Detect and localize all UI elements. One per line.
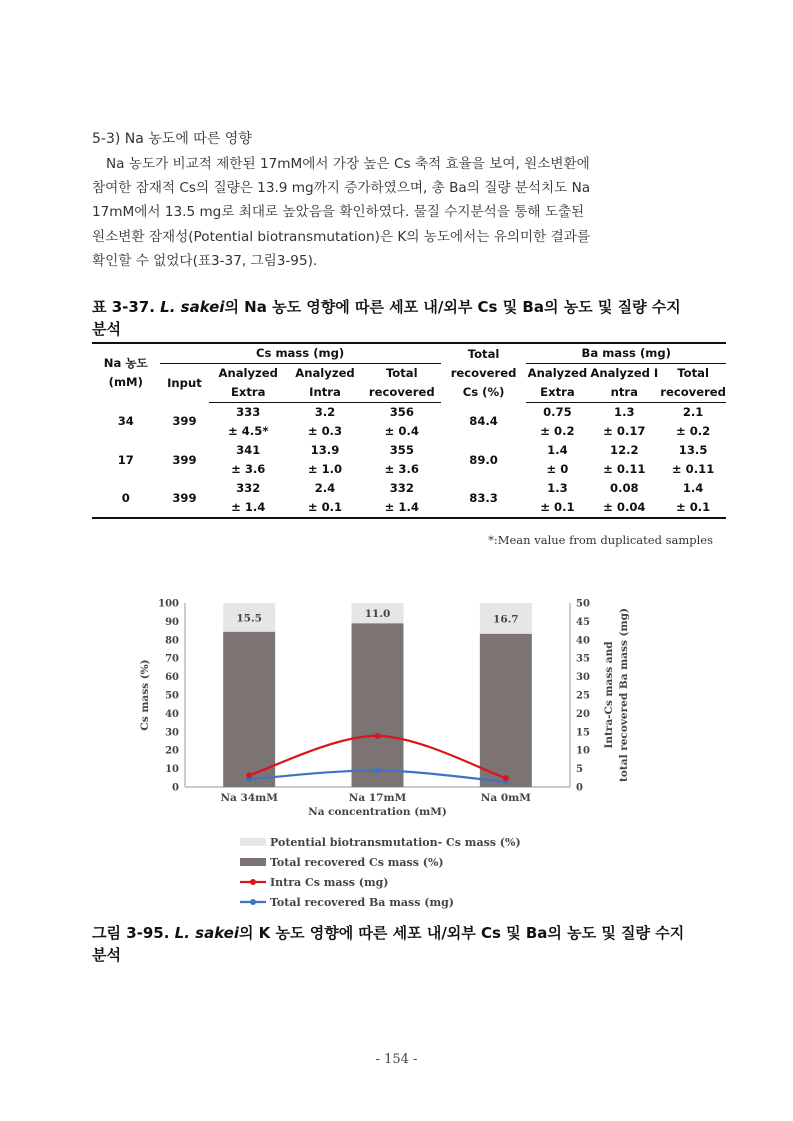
header-total-recovered-cs — [441, 343, 527, 403]
bar-total-recovered-cs — [352, 623, 404, 787]
y-tick-label-left: 40 — [165, 708, 179, 720]
cell-cs-total: 356 — [389, 405, 414, 419]
cell-ba-intra-sd: ± 0.11 — [603, 462, 646, 476]
cell-cs-extra-sd: ± 3.6 — [231, 462, 266, 476]
table-caption-text: 의 Na 농도 영향에 따른 세포 내/외부 Cs 및 Ba의 농도 및 질량 수지 — [224, 298, 681, 316]
cell-ba-total: 13.5 — [678, 443, 708, 457]
header-trc-line3: Cs (%) — [462, 384, 505, 399]
bar-data-label: 16.7 — [493, 613, 519, 626]
section-title: 5-3) Na 농도에 따른 영향 — [92, 131, 252, 147]
table-footnote: *:Mean value from duplicated samples — [488, 533, 713, 547]
header-cs-analyzed-extra: Analyzed — [218, 366, 278, 380]
legend-entry: Intra Cs mass (mg) — [270, 876, 389, 889]
point-intra-cs-mass-mg — [375, 733, 381, 739]
combo-chart — [130, 590, 650, 910]
point-total-recovered-ba-mass-mg — [375, 767, 381, 773]
cell-cs-intra-sd: ± 1.0 — [307, 462, 343, 476]
header-cs-analyzed-intra: Analyzed — [295, 366, 355, 380]
bar-data-label: 11.0 — [364, 608, 391, 621]
table-header-row — [92, 364, 726, 384]
figure-caption-text: 의 K 농도 영향에 따른 세포 내/외부 Cs 및 Ba의 농도 및 질량 수지 — [238, 924, 685, 942]
cell-ba-total: 2.1 — [682, 405, 704, 419]
y-tick-label-right: 15 — [576, 727, 590, 739]
bar-data-label: 15.5 — [236, 612, 262, 625]
y-tick-label-left: 30 — [165, 727, 179, 739]
bar-total-recovered-cs — [480, 634, 532, 787]
y-tick-label-right: 0 — [576, 782, 583, 794]
cell-cs-extra: 333 — [236, 405, 261, 419]
legend-entry: Potential biotransmutation- Cs mass (%) — [270, 836, 521, 849]
cell-cs-intra: 2.4 — [314, 481, 336, 495]
y-tick-label-right: 20 — [576, 708, 590, 720]
y-tick-label-right: 45 — [576, 616, 590, 628]
cell-ba-extra-sd: ± 0.2 — [540, 424, 575, 438]
cell-na: 17 — [117, 452, 134, 467]
cell-cs-intra: 3.2 — [314, 405, 336, 419]
cell-recovered-pct: 84.4 — [469, 414, 498, 429]
header-ba-mass: Ba mass (mg) — [526, 343, 726, 364]
header-cs-total: Total — [385, 366, 418, 380]
data-table — [92, 342, 726, 519]
figure-caption-line2: 분석 — [92, 946, 121, 964]
legend-entry: Total recovered Ba mass (mg) — [270, 896, 454, 909]
header-ba-extra: Extra — [526, 383, 588, 403]
cell-ba-total-sd: ± 0.11 — [671, 462, 715, 476]
paragraph-line: 참여한 잠재적 Cs의 질량은 13.9 mg까지 증가하였으며, 총 Ba의 질량 분석치도 Na — [92, 180, 591, 197]
cell-cs-extra-sd: ± 4.5* — [228, 424, 269, 438]
table-header-row — [92, 343, 726, 364]
y-tick-label-left: 60 — [165, 672, 179, 684]
cell-ba-total: 1.4 — [682, 481, 704, 495]
cell-ba-total-sd: ± 0.2 — [675, 424, 711, 438]
y-tick-label-right: 50 — [576, 598, 590, 610]
paragraph-line: Na 농도가 비교적 제한된 17mM에서 가장 높은 Cs 축적 효율을 보여, 원소변환에 — [106, 156, 590, 172]
header-ba-recovered: recovered — [660, 383, 726, 403]
section-paragraph — [92, 152, 717, 273]
figure-caption — [92, 922, 717, 966]
y-tick-label-right: 40 — [576, 635, 590, 647]
cell-ba-intra: 0.08 — [610, 481, 639, 495]
legend-swatch-marker — [250, 899, 256, 905]
y-axis-title-left: Cs mass (%) — [139, 659, 151, 731]
paragraph-line: 17mM에서 13.5 mg로 최대로 높았음을 확인하였다. 물질 수지분석을 통해 도출된 — [92, 204, 585, 221]
table-caption-prefix: 표 3-37. — [92, 298, 161, 316]
table-row — [92, 479, 726, 498]
cell-ba-intra: 1.3 — [614, 405, 635, 419]
cell-input: 399 — [172, 452, 197, 467]
x-tick-label: Na 17mM — [348, 792, 407, 804]
header-cs-mass: Cs mass (mg) — [160, 343, 441, 364]
legend-swatch-marker — [250, 879, 256, 885]
y-tick-label-left: 50 — [165, 690, 179, 702]
cell-ba-extra: 0.75 — [543, 405, 572, 419]
cell-cs-total-sd: ± 3.6 — [384, 462, 419, 476]
y-tick-label-left: 100 — [158, 598, 179, 610]
cell-ba-intra: 12.2 — [610, 443, 639, 457]
cell-ba-extra: 1.3 — [547, 481, 568, 495]
figure-caption-species: L. sakei — [174, 924, 239, 942]
header-ba-analyzed-intra: Analyzed I — [590, 366, 659, 380]
x-tick-label: Na 34mM — [220, 792, 278, 804]
header-ba-intra: ntra — [588, 383, 660, 403]
figure-caption-prefix: 그림 3-95. — [92, 924, 175, 942]
header-cs-recovered: recovered — [363, 383, 441, 403]
y-tick-label-right: 25 — [576, 690, 590, 702]
cell-na: 34 — [117, 414, 134, 429]
x-tick-label: Na 0mM — [480, 792, 531, 804]
cell-ba-intra-sd: ± 0.17 — [603, 424, 646, 438]
y-axis-title-right-2: total recovered Ba mass (mg) — [618, 608, 630, 782]
paragraph-line: 확인할 수 없었다(표3-37, 그림3-95). — [92, 252, 318, 269]
table-row — [92, 403, 726, 423]
header-cs-extra: Extra — [209, 383, 287, 403]
cell-recovered-pct: 83.3 — [441, 479, 527, 518]
cell-recovered-pct: 89.0 — [469, 452, 498, 467]
table-caption — [92, 296, 717, 340]
y-tick-label-left: 0 — [172, 782, 179, 794]
table-row — [92, 441, 726, 460]
header-input: Input — [167, 375, 202, 390]
cell-na: 0 — [92, 479, 160, 518]
header-trc-line1: Total — [467, 346, 500, 361]
header-ba-analyzed-extra: Analyzed — [527, 366, 588, 380]
cell-cs-intra: 13.9 — [310, 443, 340, 457]
cell-ba-intra-sd: ± 0.04 — [588, 498, 660, 518]
cell-ba-extra-sd: ± 0.1 — [526, 498, 588, 518]
cell-ba-total-sd: ± 0.1 — [660, 498, 726, 518]
cell-cs-total: 332 — [389, 481, 414, 495]
y-tick-label-left: 10 — [165, 764, 179, 776]
cell-cs-total: 355 — [389, 443, 414, 457]
y-tick-label-right: 35 — [576, 653, 590, 665]
bar-total-recovered-cs — [223, 632, 275, 787]
header-ba-total: Total — [677, 366, 709, 380]
point-intra-cs-mass-mg — [246, 772, 252, 778]
x-axis-title: Na concentration (mM) — [308, 806, 447, 818]
cell-cs-extra: 341 — [236, 443, 261, 457]
cell-cs-total-sd: ± 1.4 — [363, 498, 441, 518]
legend-swatch-bar — [240, 838, 266, 846]
y-tick-label-right: 30 — [576, 672, 590, 684]
cell-input: 399 — [160, 479, 210, 518]
cell-ba-extra: 1.4 — [547, 443, 568, 457]
header-na — [92, 343, 160, 403]
y-tick-label-left: 70 — [165, 653, 179, 665]
y-axis-title-right-1: Intra-Cs mass and — [603, 641, 615, 749]
y-tick-label-left: 80 — [165, 635, 179, 647]
table-caption-species: L. sakei — [160, 298, 225, 316]
y-tick-label-left: 90 — [165, 616, 179, 628]
y-tick-label-left: 20 — [165, 745, 179, 757]
cell-ba-extra-sd: ± 0 — [546, 462, 569, 476]
page-number: - 154 - — [375, 1052, 418, 1067]
legend-entry: Total recovered Cs mass (%) — [270, 856, 444, 869]
cell-cs-total-sd: ± 0.4 — [384, 424, 419, 438]
point-intra-cs-mass-mg — [503, 775, 509, 781]
paragraph-line: 원소변환 잠재성(Potential biotransmutation)은 K의 농도에서는 유의미한 결과를 — [92, 228, 590, 245]
cell-cs-intra-sd: ± 0.3 — [307, 424, 343, 438]
cell-input: 399 — [172, 414, 197, 429]
table-caption-line2: 분석 — [92, 320, 121, 338]
y-tick-label-right: 5 — [576, 764, 583, 776]
header-cs-intra: Intra — [287, 383, 363, 403]
y-tick-label-right: 10 — [576, 745, 590, 757]
header-na-line2: (mM) — [108, 375, 143, 390]
header-trc-line2: recovered — [450, 365, 517, 380]
cell-cs-extra-sd: ± 1.4 — [209, 498, 287, 518]
cell-cs-intra-sd: ± 0.1 — [287, 498, 363, 518]
legend-swatch-bar — [240, 858, 266, 866]
header-na-line1: Na 농도 — [103, 356, 148, 371]
cell-cs-extra: 332 — [236, 481, 261, 495]
